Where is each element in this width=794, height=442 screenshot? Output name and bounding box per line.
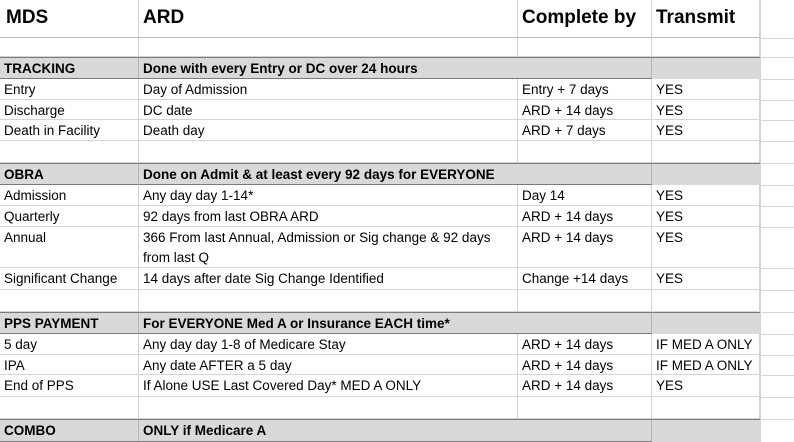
cell-ard[interactable]: Day of Admission <box>139 79 518 100</box>
gridline <box>760 312 794 313</box>
empty-cell[interactable] <box>139 290 518 312</box>
gridline <box>760 185 794 186</box>
section-title[interactable]: PPS PAYMENT <box>0 313 139 334</box>
cell-ard[interactable]: If Alone USE Last Covered Day* MED A ONLY <box>139 375 518 397</box>
table-row <box>0 334 760 355</box>
header-mds[interactable]: MDS <box>0 0 139 38</box>
cell-ard[interactable]: Any day day 1-14* <box>139 185 518 206</box>
section-combo <box>0 419 760 442</box>
table-row <box>0 227 760 268</box>
section-note[interactable]: Done with every Entry or DC over 24 hours <box>139 58 652 79</box>
blank-row <box>0 290 760 312</box>
cell-complete-by[interactable]: ARD + 14 days <box>518 355 652 375</box>
gridline <box>760 227 794 228</box>
table-row <box>0 120 760 141</box>
cell-mds[interactable]: Death in Facility <box>0 120 139 141</box>
cell-transmit[interactable]: YES <box>652 185 760 206</box>
gridline <box>760 120 794 121</box>
cell-mds[interactable]: Admission <box>0 185 139 206</box>
cell-mds[interactable]: Entry <box>0 79 139 100</box>
gridline <box>760 355 794 356</box>
cell-transmit[interactable]: YES <box>652 206 760 227</box>
cell-ard[interactable]: Death day <box>139 120 518 141</box>
cell-transmit[interactable]: YES <box>652 268 760 290</box>
cell-complete-by[interactable]: Entry + 7 days <box>518 79 652 100</box>
cell-mds[interactable]: Annual <box>0 227 139 268</box>
table-row <box>0 375 760 397</box>
cell-ard[interactable]: Any day day 1-8 of Medicare Stay <box>139 334 518 355</box>
gridline <box>760 57 794 58</box>
empty-cell[interactable] <box>652 38 760 57</box>
cell-complete-by[interactable]: Change +14 days <box>518 268 652 290</box>
cell-ard[interactable]: 366 From last Annual, Admission or Sig change & 92 days from last Q <box>139 227 518 268</box>
cell-complete-by[interactable]: ARD + 14 days <box>518 227 652 268</box>
section-title[interactable]: COMBO <box>0 420 139 442</box>
section-obra <box>0 163 760 185</box>
gridline <box>760 163 794 164</box>
header-transmit[interactable]: Transmit <box>652 0 760 38</box>
empty-cell[interactable] <box>0 38 139 57</box>
empty-cell[interactable] <box>0 397 139 419</box>
cell-mds[interactable]: 5 day <box>0 334 139 355</box>
cell-mds[interactable]: End of PPS <box>0 375 139 397</box>
cell-complete-by[interactable]: ARD + 14 days <box>518 100 652 120</box>
section-note[interactable]: ONLY if Medicare A <box>139 420 652 442</box>
cell-complete-by[interactable]: ARD + 7 days <box>518 120 652 141</box>
gridline <box>760 397 794 398</box>
cell-transmit[interactable]: IF MED A ONLY <box>652 355 760 375</box>
empty-cell[interactable] <box>0 141 139 163</box>
cell-mds[interactable]: Quarterly <box>0 206 139 227</box>
cell-transmit[interactable]: IF MED A ONLY <box>652 334 760 355</box>
blank-row <box>0 397 760 419</box>
cell-mds[interactable]: Discharge <box>0 100 139 120</box>
section-title[interactable]: TRACKING <box>0 58 139 79</box>
gridline <box>760 141 794 142</box>
header-ard[interactable]: ARD <box>139 0 518 38</box>
section-note[interactable]: For EVERYONE Med A or Insurance EACH time* <box>139 313 652 334</box>
table-row <box>0 206 760 227</box>
table-row <box>0 185 760 206</box>
section-tracking <box>0 57 760 79</box>
table-row <box>0 100 760 120</box>
section-title[interactable]: OBRA <box>0 164 139 185</box>
empty-cell[interactable] <box>139 397 518 419</box>
cell-complete-by[interactable]: ARD + 14 days <box>518 375 652 397</box>
gridline <box>760 268 794 269</box>
cell-complete-by[interactable]: Day 14 <box>518 185 652 206</box>
section-pps-payment <box>0 312 760 334</box>
table-row <box>0 355 760 375</box>
gridline <box>760 100 794 101</box>
blank-row <box>0 38 760 57</box>
empty-cell[interactable] <box>518 38 652 57</box>
empty-cell[interactable] <box>0 290 139 312</box>
cell-ard[interactable]: 14 days after date Sig Change Identified <box>139 268 518 290</box>
empty-cell[interactable] <box>652 290 760 312</box>
cell-ard[interactable]: Any date AFTER a 5 day <box>139 355 518 375</box>
header-row <box>0 0 760 38</box>
cell-mds[interactable]: IPA <box>0 355 139 375</box>
cell-transmit[interactable]: YES <box>652 227 760 268</box>
table-row <box>0 268 760 290</box>
gridline <box>760 206 794 207</box>
section-note[interactable]: Done on Admit & at least every 92 days for EVERYONE <box>139 164 652 185</box>
header-complete-by[interactable]: Complete by <box>518 0 652 38</box>
gridline <box>760 38 794 39</box>
empty-cell[interactable] <box>652 397 760 419</box>
gridline <box>760 79 794 80</box>
cell-mds[interactable]: Significant Change <box>0 268 139 290</box>
table-row <box>0 79 760 100</box>
gridline <box>760 419 794 420</box>
cell-ard[interactable]: DC date <box>139 100 518 120</box>
cell-transmit[interactable]: YES <box>652 375 760 397</box>
cell-transmit[interactable]: YES <box>652 100 760 120</box>
empty-cell[interactable] <box>518 290 652 312</box>
empty-cell[interactable] <box>518 397 652 419</box>
cell-ard[interactable]: 92 days from last OBRA ARD <box>139 206 518 227</box>
blank-row <box>0 141 760 163</box>
gridline <box>760 334 794 335</box>
cell-complete-by[interactable]: ARD + 14 days <box>518 206 652 227</box>
cell-complete-by[interactable]: ARD + 14 days <box>518 334 652 355</box>
gridline <box>760 290 794 291</box>
cell-transmit[interactable]: YES <box>652 120 760 141</box>
empty-cell[interactable] <box>652 141 760 163</box>
empty-cell[interactable] <box>139 141 518 163</box>
empty-cell[interactable] <box>518 141 652 163</box>
cell-transmit[interactable]: YES <box>652 79 760 100</box>
empty-cell[interactable] <box>139 38 518 57</box>
gridline <box>760 375 794 376</box>
